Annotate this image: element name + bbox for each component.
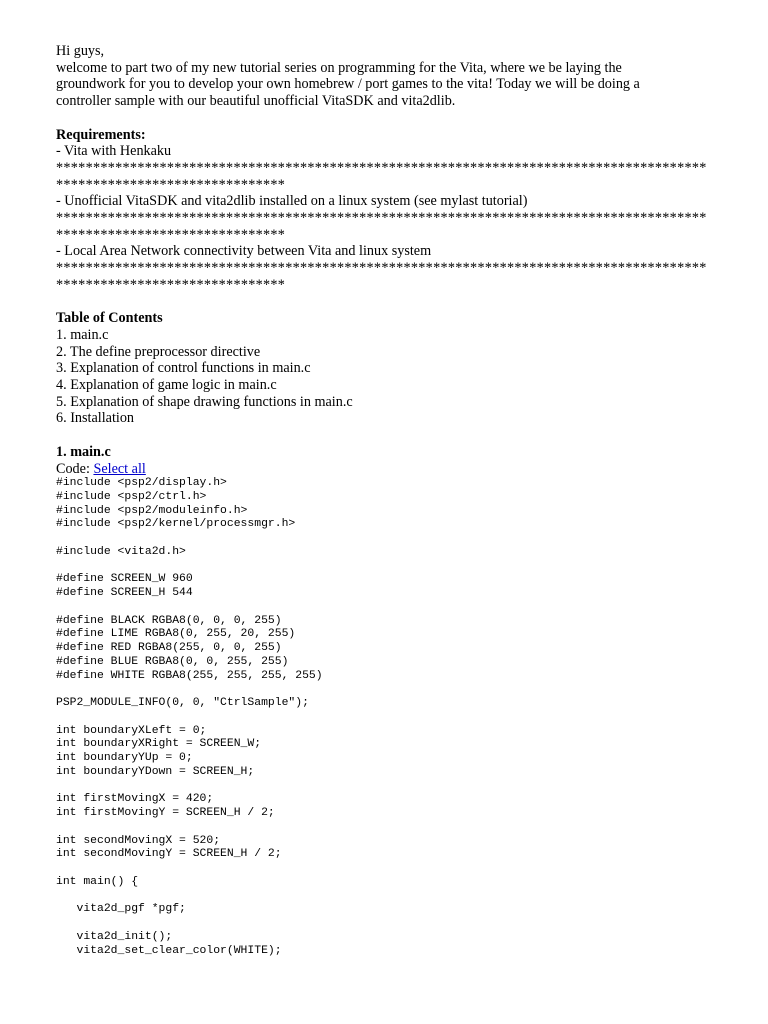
separator-stars: ****************************************************************************************	[56, 159, 707, 176]
select-all-link[interactable]: Select all	[93, 460, 146, 477]
toc-item: 2. The define preprocessor directive	[56, 343, 261, 360]
code-line: #define SCREEN_H 544	[56, 587, 193, 600]
requirement-item: - Local Area Network connectivity between Vita and linux system	[56, 243, 432, 260]
code-line: vita2d_pgf *pgf;	[56, 903, 186, 916]
separator-stars: ****************************************************************************************	[56, 210, 707, 227]
code-line: #define RED RGBA8(255, 0, 0, 255)	[56, 642, 282, 655]
code-line: int boundaryYUp = 0;	[56, 752, 193, 765]
toc-item: 1. main.c	[56, 326, 109, 343]
greeting: Hi guys,	[56, 43, 105, 59]
code-line: int secondMovingX = 520;	[56, 834, 221, 847]
code-line	[56, 917, 756, 931]
code-line: int boundaryXRight = SCREEN_W;	[56, 738, 262, 751]
code-line: #include <psp2/moduleinfo.h>	[56, 504, 248, 517]
section-heading: 1. main.c	[56, 443, 111, 460]
toc-item: 6. Installation	[56, 410, 135, 427]
code-line: int firstMovingX = 420;	[56, 793, 214, 806]
code-line: #define SCREEN_W 960	[56, 573, 193, 586]
code-label: Code:	[56, 460, 94, 477]
requirements-heading: Requirements:	[56, 126, 146, 143]
code-line	[56, 890, 756, 904]
code-line: int boundaryYDown = SCREEN_H;	[56, 765, 255, 778]
code-line: vita2d_set_clear_color(WHITE);	[56, 944, 282, 957]
requirement-item: - Vita with Henkaku	[56, 143, 172, 160]
toc-heading: Table of Contents	[56, 310, 163, 327]
intro-line-2: groundwork for you to develop your own homebrew / port games to the vita! Today we will be doing a	[56, 76, 640, 93]
code-line	[56, 821, 756, 835]
intro-line-3: controller sample with our beautiful unofficial VitaSDK and vita2dlib.	[56, 93, 456, 110]
code-line	[56, 683, 756, 697]
code-line: #include <psp2/display.h>	[56, 477, 227, 490]
code-line: vita2d_init();	[56, 930, 173, 943]
code-line	[56, 532, 756, 546]
code-block	[56, 477, 756, 958]
code-line: int secondMovingY = SCREEN_H / 2;	[56, 848, 282, 861]
code-line: #include <psp2/ctrl.h>	[56, 490, 207, 503]
separator-stars: *******************************	[56, 226, 286, 243]
code-line: PSP2_MODULE_INFO(0, 0, "CtrlSample");	[56, 697, 309, 710]
code-line	[56, 780, 756, 794]
intro-line-1: welcome to part two of my new tutorial series on programming for the Vita, where we be laying the	[56, 59, 622, 76]
document-page	[56, 43, 756, 958]
code-line: #include <vita2d.h>	[56, 545, 186, 558]
code-line	[56, 711, 756, 725]
separator-stars: ****************************************************************************************	[56, 260, 707, 277]
code-line: int main() {	[56, 875, 139, 888]
code-line	[56, 862, 756, 876]
separator-stars: *******************************	[56, 276, 286, 293]
code-line: #define WHITE RGBA8(255, 255, 255, 255)	[56, 669, 323, 682]
code-line: #define LIME RGBA8(0, 255, 20, 255)	[56, 628, 296, 641]
code-line: #define BLUE RGBA8(0, 0, 255, 255)	[56, 655, 289, 668]
code-line	[56, 601, 756, 615]
code-line: int boundaryXLeft = 0;	[56, 724, 207, 737]
code-line: int firstMovingY = SCREEN_H / 2;	[56, 807, 275, 820]
toc-item: 5. Explanation of shape drawing functions in main.c	[56, 393, 353, 410]
toc-list	[56, 327, 756, 427]
toc-item: 4. Explanation of game logic in main.c	[56, 377, 277, 394]
requirement-item: - Unofficial VitaSDK and vita2dlib installed on a linux system (see mylast tutorial)	[56, 193, 528, 210]
separator-stars: *******************************	[56, 176, 286, 193]
code-line: #include <psp2/kernel/processmgr.h>	[56, 518, 296, 531]
code-line	[56, 560, 756, 574]
code-line: #define BLACK RGBA8(0, 0, 0, 255)	[56, 614, 282, 627]
code-label-row	[56, 461, 756, 478]
toc-item: 3. Explanation of control functions in main.c	[56, 360, 311, 377]
